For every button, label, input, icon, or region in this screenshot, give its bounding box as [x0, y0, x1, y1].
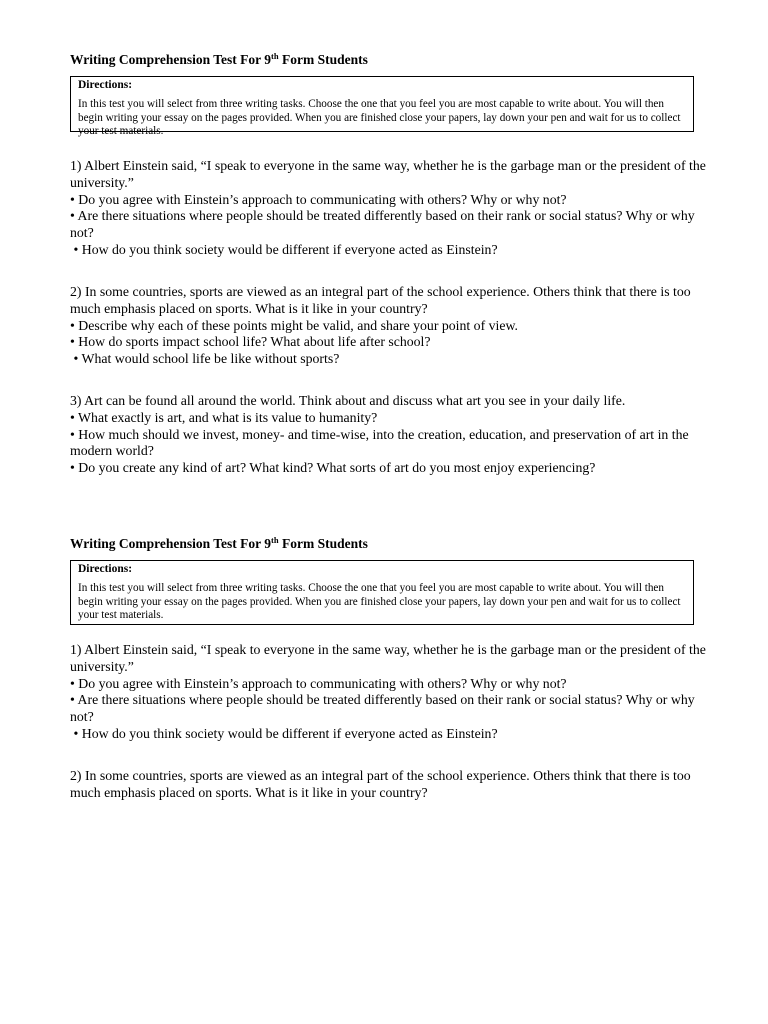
question-bullet: • Describe why each of these points might be valid, and share your point of view. [70, 317, 519, 333]
question-prompt: 2) In some countries, sports are viewed as an integral part of the school experience. Others think that there is too much emphasis placed on sports. What is it like in your country? [70, 284, 691, 316]
question-bullet: • Do you create any kind of art? What kind? What sorts of art do you most enjoy experiencing? [70, 460, 596, 476]
question-bullet: • How do you think society would be different if everyone acted as Einstein? [70, 725, 498, 741]
title-text: Writing Comprehension Test For 9 [70, 52, 272, 67]
directions-heading: Directions: [78, 563, 133, 575]
question-2-copy [70, 768, 706, 802]
question-bullet: • What would school life be like without sports? [70, 351, 340, 367]
title-text-end: Form Students [278, 536, 368, 551]
question-bullet: • Do you agree with Einstein’s approach to communicating with others? Why or why not? [70, 675, 567, 691]
question-bullet: • How much should we invest, money- and time-wise, into the creation, education, and preservation of art in the modern world? [70, 426, 689, 459]
question-prompt: 1) Albert Einstein said, “I speak to everyone in the same way, whether he is the garbage man or the president of the university.” [70, 158, 706, 190]
question-prompt: 1) Albert Einstein said, “I speak to everyone in the same way, whether he is the garbage man or the president of the university.” [70, 642, 706, 674]
question-bullet: • How do you think society would be different if everyone acted as Einstein? [70, 241, 498, 257]
directions-box [70, 76, 694, 138]
question-1 [70, 158, 706, 259]
question-prompt: 3) Art can be found all around the world. Think about and discuss what art you see in your daily life. [70, 393, 626, 408]
question-bullet: • Do you agree with Einstein’s approach to communicating with others? Why or why not? [70, 191, 567, 207]
question-bullet: • Are there situations where people should be treated differently based on their rank or social status? Why or why not? [70, 692, 695, 725]
title-superscript: th [271, 51, 279, 61]
question-bullet: • Are there situations where people should be treated differently based on their rank or social status? Why or why not? [70, 208, 695, 241]
directions-text: In this test you will select from three writing tasks. Choose the one that you feel you are most capable to write about. You will then begin writing your essay on the pages provided. When you are finished close your papers, lay down your pen and wait for us to collect your test materials. [78, 582, 681, 622]
title-superscript: th [271, 535, 279, 545]
page-title [70, 52, 368, 68]
question-2 [70, 284, 706, 368]
title-text: Writing Comprehension Test For 9 [70, 536, 272, 551]
directions-heading: Directions: [78, 79, 133, 91]
directions-box-copy [70, 560, 694, 625]
question-3 [70, 393, 706, 477]
question-bullet: • What exactly is art, and what is its value to humanity? [70, 409, 378, 425]
page-title-copy [70, 536, 368, 552]
question-bullet: • How do sports impact school life? What about life after school? [70, 334, 431, 350]
question-prompt: 2) In some countries, sports are viewed as an integral part of the school experience. Others think that there is too much emphasis placed on sports. What is it like in your country? [70, 768, 691, 800]
title-text-end: Form Students [278, 52, 368, 67]
directions-text: In this test you will select from three writing tasks. Choose the one that you feel you are most capable to write about. You will then begin writing your essay on the pages provided. When you are finished close your papers, lay down your pen and wait for us to collect your test materials. [78, 98, 681, 138]
question-1-copy [70, 642, 706, 743]
